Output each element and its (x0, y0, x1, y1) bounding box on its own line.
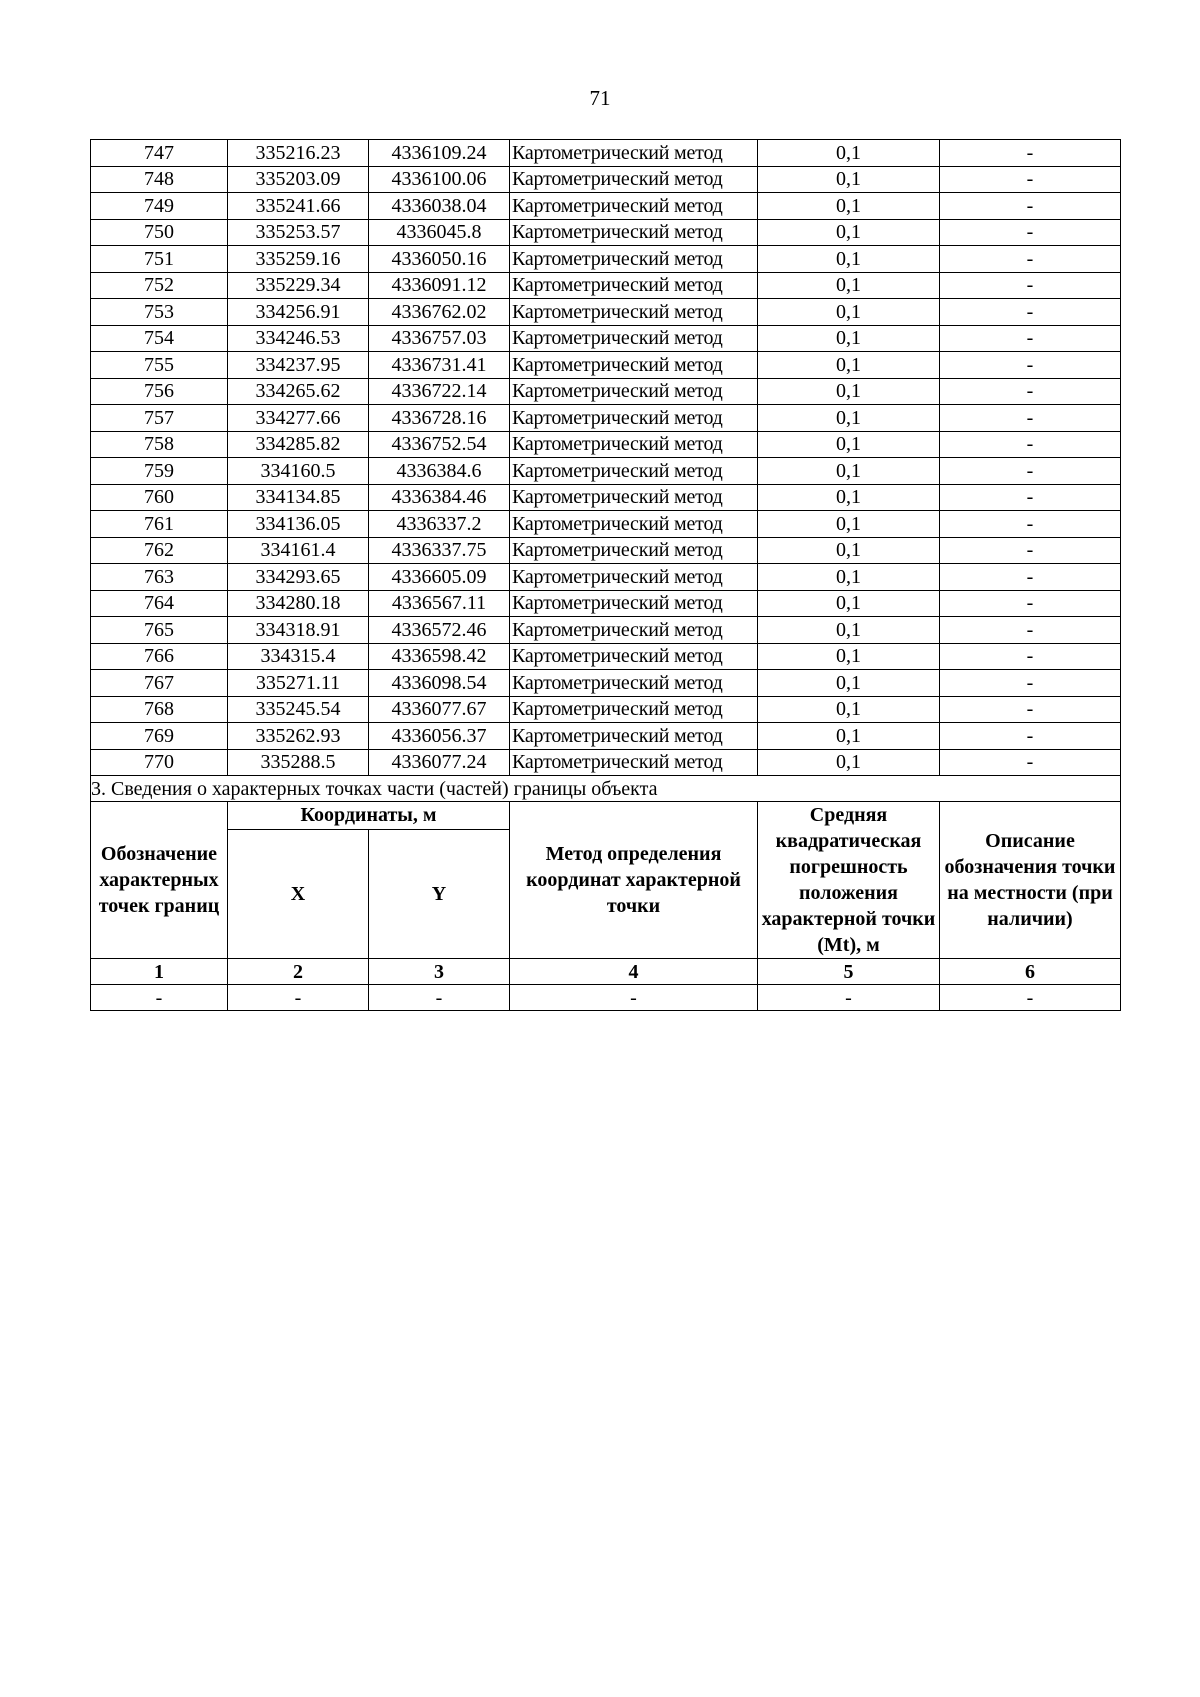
table-row (91, 219, 1121, 246)
point-number-cell: 770 (91, 749, 228, 776)
header-y: Y (369, 829, 510, 958)
method-cell: Картометрический метод (510, 643, 758, 670)
coord-y-cell: 4336757.03 (369, 325, 510, 352)
coord-x-cell: 334256.91 (228, 299, 369, 326)
error-cell: 0,1 (758, 511, 940, 538)
coord-y-cell: 4336077.24 (369, 749, 510, 776)
method-cell: Картометрический метод (510, 352, 758, 379)
description-cell: - (940, 643, 1121, 670)
coord-x-cell: 334277.66 (228, 405, 369, 432)
error-cell: 0,1 (758, 272, 940, 299)
table-row (91, 696, 1121, 723)
coord-x-cell: 335259.16 (228, 246, 369, 273)
coord-x-cell: 334265.62 (228, 378, 369, 405)
table-row (91, 484, 1121, 511)
header-designation: Обозначение характерных точек границ (91, 802, 228, 959)
coord-x-cell: 334161.4 (228, 537, 369, 564)
description-cell: - (940, 405, 1121, 432)
column-numbers-row (91, 959, 1121, 985)
description-cell: - (940, 617, 1121, 644)
table-row (91, 458, 1121, 485)
point-number-cell: 760 (91, 484, 228, 511)
method-cell: Картометрический метод (510, 378, 758, 405)
table-row (91, 749, 1121, 776)
table-row (91, 723, 1121, 750)
error-cell: 0,1 (758, 537, 940, 564)
coord-x-cell: 335229.34 (228, 272, 369, 299)
point-number-cell: 768 (91, 696, 228, 723)
error-cell: 0,1 (758, 166, 940, 193)
coord-x-cell: 335253.57 (228, 219, 369, 246)
table-row (91, 564, 1121, 591)
coord-x-cell: 334160.5 (228, 458, 369, 485)
point-number-cell: 750 (91, 219, 228, 246)
method-cell: Картометрический метод (510, 696, 758, 723)
point-number-cell: 757 (91, 405, 228, 432)
coord-y-cell: 4336605.09 (369, 564, 510, 591)
header-error: Средняя квадратическая погрешность положения характерной точки (Mt), м (758, 802, 940, 959)
coord-x-cell: 334315.4 (228, 643, 369, 670)
description-cell: - (940, 219, 1121, 246)
coord-y-cell: 4336572.46 (369, 617, 510, 644)
coord-y-cell: 4336098.54 (369, 670, 510, 697)
coord-x-cell: 334285.82 (228, 431, 369, 458)
point-number-cell: 749 (91, 193, 228, 220)
coord-x-cell: 335241.66 (228, 193, 369, 220)
method-cell: Картометрический метод (510, 405, 758, 432)
column-number: 6 (940, 959, 1121, 985)
description-cell: - (940, 696, 1121, 723)
error-cell: 0,1 (758, 696, 940, 723)
coord-y-cell: 4336077.67 (369, 696, 510, 723)
coord-y-cell: 4336109.24 (369, 140, 510, 167)
error-cell: 0,1 (758, 378, 940, 405)
error-cell: 0,1 (758, 564, 940, 591)
point-number-cell: 752 (91, 272, 228, 299)
description-cell: - (940, 511, 1121, 538)
description-cell: - (940, 378, 1121, 405)
error-cell: 0,1 (758, 670, 940, 697)
method-cell: Картометрический метод (510, 511, 758, 538)
coord-y-cell: 4336762.02 (369, 299, 510, 326)
empty-data-row (91, 985, 1121, 1011)
coord-x-cell: 335216.23 (228, 140, 369, 167)
point-number-cell: 751 (91, 246, 228, 273)
point-number-cell: 754 (91, 325, 228, 352)
error-cell: 0,1 (758, 749, 940, 776)
table-row (91, 166, 1121, 193)
header-description: Описание обозначения точки на местности (при наличии) (940, 802, 1121, 959)
table-row (91, 352, 1121, 379)
error-cell: 0,1 (758, 299, 940, 326)
point-number-cell: 762 (91, 537, 228, 564)
error-cell: 0,1 (758, 484, 940, 511)
coord-y-cell: 4336567.11 (369, 590, 510, 617)
description-cell: - (940, 537, 1121, 564)
column-number: 1 (91, 959, 228, 985)
method-cell: Картометрический метод (510, 564, 758, 591)
description-cell: - (940, 431, 1121, 458)
table-row (91, 431, 1121, 458)
description-cell: - (940, 352, 1121, 379)
error-cell: 0,1 (758, 431, 940, 458)
table-row (91, 272, 1121, 299)
coord-y-cell: 4336337.75 (369, 537, 510, 564)
coord-x-cell: 334134.85 (228, 484, 369, 511)
empty-cell: - (758, 985, 940, 1011)
table-row (91, 617, 1121, 644)
points-table-body (91, 140, 1121, 776)
description-cell: - (940, 484, 1121, 511)
column-number: 5 (758, 959, 940, 985)
coord-x-cell: 335203.09 (228, 166, 369, 193)
description-cell: - (940, 325, 1121, 352)
coord-y-cell: 4336337.2 (369, 511, 510, 538)
table-row (91, 325, 1121, 352)
coord-x-cell: 334280.18 (228, 590, 369, 617)
table-row (91, 537, 1121, 564)
coord-y-cell: 4336598.42 (369, 643, 510, 670)
point-number-cell: 748 (91, 166, 228, 193)
method-cell: Картометрический метод (510, 140, 758, 167)
method-cell: Картометрический метод (510, 749, 758, 776)
point-number-cell: 747 (91, 140, 228, 167)
coord-y-cell: 4336038.04 (369, 193, 510, 220)
coord-x-cell: 335262.93 (228, 723, 369, 750)
method-cell: Картометрический метод (510, 299, 758, 326)
point-number-cell: 761 (91, 511, 228, 538)
column-number: 3 (369, 959, 510, 985)
point-number-cell: 763 (91, 564, 228, 591)
method-cell: Картометрический метод (510, 723, 758, 750)
section3-block (91, 776, 1121, 1011)
error-cell: 0,1 (758, 193, 940, 220)
method-cell: Картометрический метод (510, 166, 758, 193)
error-cell: 0,1 (758, 352, 940, 379)
table-row (91, 378, 1121, 405)
description-cell: - (940, 166, 1121, 193)
section3-title: 3. Сведения о характерных точках части (частей) границы объекта (91, 776, 1121, 802)
header-x: X (228, 829, 369, 958)
coord-y-cell: 4336731.41 (369, 352, 510, 379)
point-number-cell: 764 (91, 590, 228, 617)
method-cell: Картометрический метод (510, 670, 758, 697)
header-coordinates: Координаты, м (228, 802, 510, 830)
method-cell: Картометрический метод (510, 325, 758, 352)
coord-x-cell: 334237.95 (228, 352, 369, 379)
coord-y-cell: 4336722.14 (369, 378, 510, 405)
point-number-cell: 755 (91, 352, 228, 379)
point-number-cell: 769 (91, 723, 228, 750)
table-row (91, 193, 1121, 220)
coord-y-cell: 4336384.46 (369, 484, 510, 511)
method-cell: Картометрический метод (510, 246, 758, 273)
coord-y-cell: 4336384.6 (369, 458, 510, 485)
point-number-cell: 759 (91, 458, 228, 485)
table-row (91, 670, 1121, 697)
coord-x-cell: 334293.65 (228, 564, 369, 591)
method-cell: Картометрический метод (510, 219, 758, 246)
coord-y-cell: 4336050.16 (369, 246, 510, 273)
table-row (91, 643, 1121, 670)
table-row (91, 140, 1121, 167)
point-number-cell: 756 (91, 378, 228, 405)
error-cell: 0,1 (758, 643, 940, 670)
table-row (91, 590, 1121, 617)
empty-cell: - (940, 985, 1121, 1011)
method-cell: Картометрический метод (510, 590, 758, 617)
table-row (91, 511, 1121, 538)
empty-cell: - (91, 985, 228, 1011)
table-row (91, 405, 1121, 432)
coord-y-cell: 4336728.16 (369, 405, 510, 432)
coord-x-cell: 335245.54 (228, 696, 369, 723)
point-number-cell: 766 (91, 643, 228, 670)
point-number-cell: 767 (91, 670, 228, 697)
point-number-cell: 765 (91, 617, 228, 644)
coord-y-cell: 4336045.8 (369, 219, 510, 246)
error-cell: 0,1 (758, 617, 940, 644)
description-cell: - (940, 564, 1121, 591)
method-cell: Картометрический метод (510, 484, 758, 511)
error-cell: 0,1 (758, 405, 940, 432)
description-cell: - (940, 272, 1121, 299)
column-number: 2 (228, 959, 369, 985)
error-cell: 0,1 (758, 140, 940, 167)
table-row (91, 246, 1121, 273)
method-cell: Картометрический метод (510, 537, 758, 564)
coord-x-cell: 334136.05 (228, 511, 369, 538)
description-cell: - (940, 299, 1121, 326)
method-cell: Картометрический метод (510, 617, 758, 644)
point-number-cell: 753 (91, 299, 228, 326)
description-cell: - (940, 193, 1121, 220)
method-cell: Картометрический метод (510, 193, 758, 220)
coord-x-cell: 335288.5 (228, 749, 369, 776)
description-cell: - (940, 749, 1121, 776)
description-cell: - (940, 140, 1121, 167)
coord-y-cell: 4336091.12 (369, 272, 510, 299)
description-cell: - (940, 246, 1121, 273)
error-cell: 0,1 (758, 246, 940, 273)
empty-cell: - (510, 985, 758, 1011)
method-cell: Картометрический метод (510, 458, 758, 485)
point-number-cell: 758 (91, 431, 228, 458)
coord-y-cell: 4336056.37 (369, 723, 510, 750)
column-number: 4 (510, 959, 758, 985)
coord-x-cell: 334246.53 (228, 325, 369, 352)
empty-cell: - (228, 985, 369, 1011)
error-cell: 0,1 (758, 458, 940, 485)
description-cell: - (940, 458, 1121, 485)
header-method: Метод определения координат характерной точки (510, 802, 758, 959)
coord-x-cell: 335271.11 (228, 670, 369, 697)
description-cell: - (940, 590, 1121, 617)
description-cell: - (940, 670, 1121, 697)
method-cell: Картометрический метод (510, 431, 758, 458)
method-cell: Картометрический метод (510, 272, 758, 299)
coord-x-cell: 334318.91 (228, 617, 369, 644)
error-cell: 0,1 (758, 590, 940, 617)
error-cell: 0,1 (758, 219, 940, 246)
empty-cell: - (369, 985, 510, 1011)
page-number: 71 (589, 86, 611, 110)
coord-y-cell: 4336100.06 (369, 166, 510, 193)
error-cell: 0,1 (758, 723, 940, 750)
coord-y-cell: 4336752.54 (369, 431, 510, 458)
boundary-points-table (90, 139, 1121, 1011)
error-cell: 0,1 (758, 325, 940, 352)
table-row (91, 299, 1121, 326)
description-cell: - (940, 723, 1121, 750)
